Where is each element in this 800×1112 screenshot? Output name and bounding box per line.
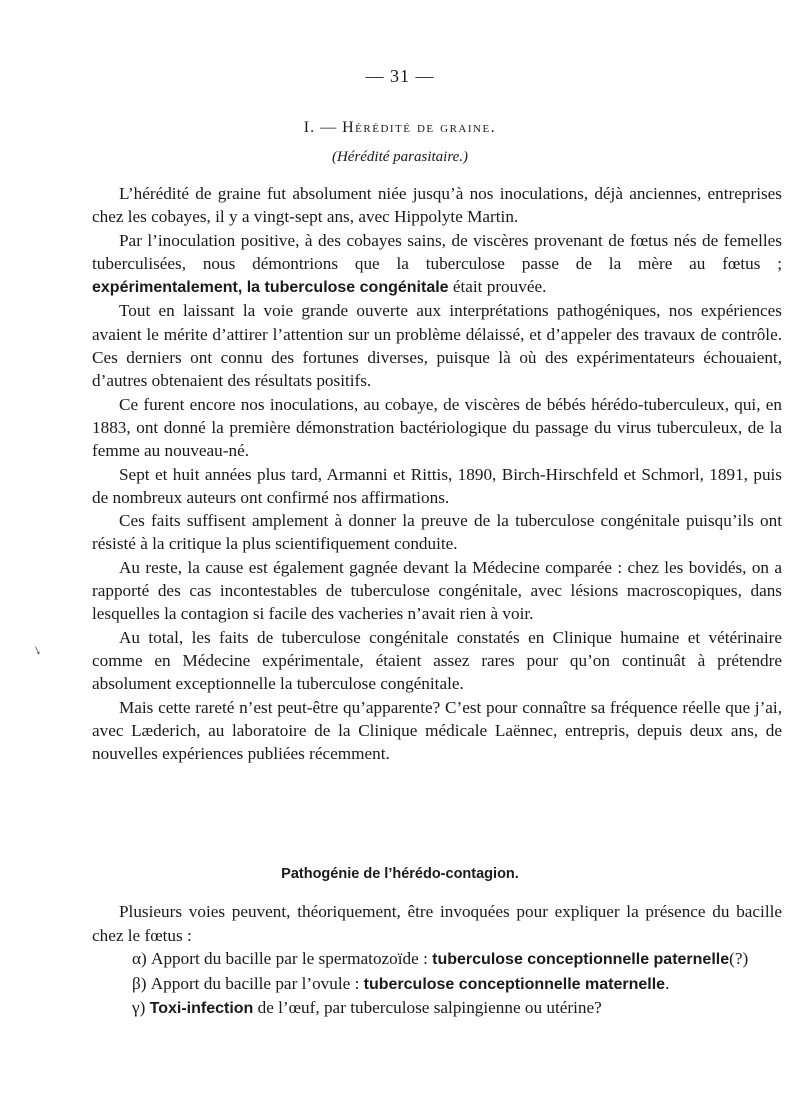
item-gamma-text: de l’œuf, par tuberculose salpingienne ou utérine? [257,998,602,1017]
margin-mark: ↓ [30,642,44,659]
item-beta-bold: tuberculose conceptionnelle maternelle [363,975,666,993]
item-alpha [92,947,782,972]
section-title [0,119,800,137]
pathogenie-text [92,900,782,1021]
paragraph-1: L’hérédité de graine fut absolument niée jusqu’à nos inoculations, déjà anciennes, entreprises chez les cobayes, il y a vingt-sept ans, avec Hippolyte Martin. [92,184,782,227]
item-gamma-letter: γ) [132,998,146,1017]
item-beta-letter: β) [132,973,147,993]
item-alpha-bold: tuberculose conceptionnelle paternelle [432,951,730,968]
paragraph-2-end: était prouvée. [452,277,547,297]
page-number: — 31 — [365,66,435,86]
paragraph-2-bold: expérimentalement, la tuberculose congénitale [92,279,449,297]
section-subtitle: (Hérédité parasitaire.) [331,149,469,165]
paragraph-2 [92,229,782,300]
section-title-text: Hérédité de graine. [342,119,497,136]
item-beta-end: . [665,973,670,993]
item-alpha-text: Apport du bacille par le spermatozoïde : [151,949,428,968]
paragraph-2-start: Par l’inoculation positive, à des cobayes sains, de viscères provenant de fœtus nés de femelles tuberculisées, nous démontrions que la tuberculose passe de la mère au fœtus ; [92,230,782,273]
item-alpha-end: (?) [729,949,749,968]
paragraph-6: Ces faits suffisent amplement à donner la preuve de la tuberculose congénitale puisqu’ils ont résisté à la critique la plus scientifiquement conduite. [92,511,782,554]
item-gamma-bold: Toxi-infection [149,1000,254,1017]
paragraph-3: Tout en laissant la voie grande ouverte aux interprétations pathogéniques, nos expériences avaient le mérite d’attirer l’attention sur un problème délaissé, et d’appeler des travaux de contrôle. Ces derniers ont connu des fortunes diverses, puisque là où des expérimentateurs échouaient, d’autres obtenaient des résultats positifs. [92,301,782,391]
paragraph-5: Sept et huit années plus tard, Armanni et Rittis, 1890, Birch-Hirschfeld et Schmorl, 1891, puis de nombreux auteurs ont confirmé nos affirmations. [92,464,782,507]
section-numeral: I. — [303,119,338,136]
paragraph-8: Au total, les faits de tuberculose congénitale constatés en Clinique humaine et vétérinaire comme en Médecine expérimentale, étaient assez rares pour qu’on continuât à prétendre absolument exceptionnelle la tuberculose congénitale. [92,627,782,694]
body-text [92,182,782,765]
subheading: Pathogénie de l’hérédo-contagion. [281,866,519,882]
item-beta-text: Apport du bacille par l’ovule : [150,973,360,993]
item-beta [92,972,782,997]
paragraph-9: Mais cette rareté n’est peut-être qu’apparente? C’est pour connaître sa fréquence réelle que j’ai, avec Læderich, au laboratoire de la Clinique médicale Laënnec, entrepris, depuis deux ans, de nouvelles expériences publiées récemment. [92,697,782,764]
paragraph-4: Ce furent encore nos inoculations, au cobaye, de viscères de bébés hérédo-tuberculeux, qui, en 1883, ont donné la première démonstration bactériologique du passage du virus tuberculeux, de la femme au nouveau-né. [92,394,782,461]
item-gamma [92,996,782,1021]
item-alpha-letter: α) [132,949,147,968]
pathogenie-intro: Plusieurs voies peuvent, théoriquement, être invoquées pour expliquer la présence du bacille chez le fœtus : [92,902,782,945]
paragraph-7: Au reste, la cause est également gagnée devant la Médecine comparée : chez les bovidés, on a rapporté des cas incontestables de tuberculose congénitale, avec lésions macroscopiques, dans lesquelles la contagion si facile des vacheries n’avait rien à voir. [92,557,782,624]
